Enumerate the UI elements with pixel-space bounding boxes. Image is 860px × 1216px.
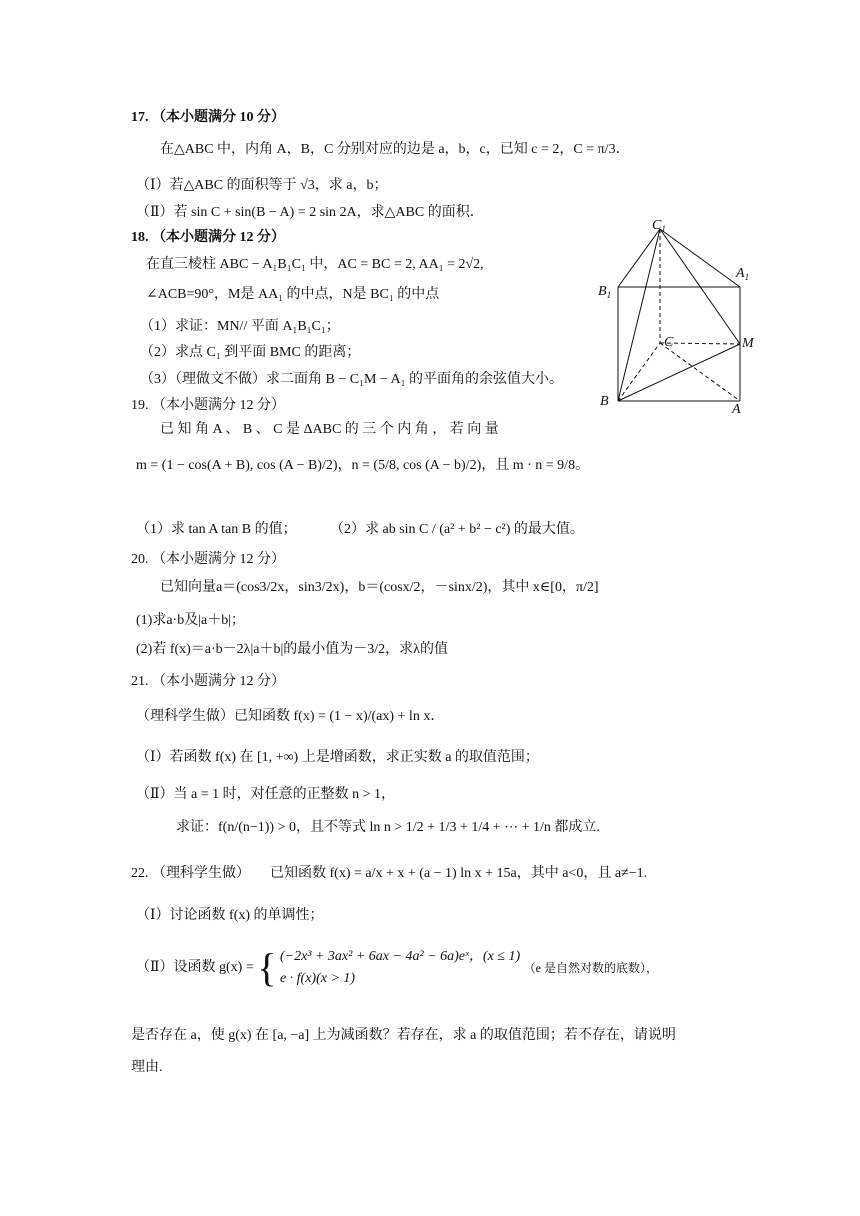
piecewise-cases (280, 946, 520, 990)
q19-stem-2: m = (1 − cos(A + B), cos (A − B)/2)，n = (5/8, cos (A − b)/2)，且 m · n = 9/8。 (136, 458, 590, 473)
q18-part2: （2）求点 C₁ 到平面 BMC 的距离； (140, 345, 361, 360)
q21-header: 21. （本小题满分 12 分） (131, 674, 285, 689)
label-B1: $B_1$ (598, 284, 612, 300)
q22-header: 22. （理科学生做） (131, 866, 250, 881)
q17-header: 17. （本小题满分 10 分） (131, 110, 285, 125)
label-C: C (664, 335, 674, 350)
q18-part1: （1）求证：MN// 平面 A₁B₁C₁； (140, 319, 340, 334)
q19-stem-1: 已 知 角 A 、 B 、 C 是 ΔABC 的 三 个 内 角 ， 若 向 量 (160, 422, 499, 437)
q22-part2-note: （e 是自然对数的底数）， (523, 961, 658, 975)
prism-figure (590, 215, 770, 420)
q19-part2: （2）求 ab sin C / (a² + b² − c²) 的最大值。 (330, 522, 584, 537)
left-brace: { (257, 945, 277, 990)
q20-header: 20. （本小题满分 12 分） (131, 552, 285, 567)
label-C1: $C_1$ (652, 218, 666, 234)
q19-header: 19. （本小题满分 12 分） (131, 398, 285, 413)
q20-part2: (2)若 f(x)＝a·b－2λ|a＋b|的最小值为－3/2，求λ的值 (136, 642, 448, 657)
label-M: M (742, 336, 754, 351)
q22-part2-block (136, 946, 658, 992)
q22-question-1: 是否存在 a，使 g(x) 在 [a, −a] 上为减函数？若存在，求 a 的取值范围；若不存在，请说明 (131, 1028, 676, 1043)
q19-part1: （1）求 tan A tan B 的值； (136, 522, 297, 537)
q22-part1: （Ⅰ）讨论函数 f(x) 的单调性； (136, 908, 324, 923)
q21-part2: （Ⅱ）当 a = 1 时，对任意的正整数 n > 1， (136, 787, 396, 802)
piecewise-case-2: e · f(x)(x > 1) (279, 971, 356, 986)
q22-stem: 已知函数 f(x) = a/x + x + (a − 1) ln x + 15a，其中 a<0，且 a≠−1. (270, 866, 648, 881)
q21-part1: （Ⅰ）若函数 f(x) 在 [1, +∞) 上是增函数，求正实数 a 的取值范围； (136, 750, 539, 765)
piecewise-case-1: (−2x³ + 3ax² + 6ax − 4a² − 6a)eˣ，(x ≤ 1) (279, 949, 521, 964)
q20-part1: (1)求a·b及|a＋b|； (136, 613, 246, 628)
label-A1: $A_1$ (736, 266, 750, 282)
q17-part1: （Ⅰ）若△ABC 的面积等于 √3，求 a，b； (136, 178, 388, 193)
q18-header: 18. （本小题满分 12 分） (131, 230, 285, 245)
q18-part3: （3）（理做文不做）求二面角 B − C₁M − A₁ 的平面角的余弦值大小。 (140, 372, 564, 387)
label-A: A (732, 402, 741, 417)
q20-stem: 已知向量a＝(cos3/2x，sin3/2x)，b＝(cosx/2，－sinx/2)，其中 x∈[0，π/2] (160, 580, 599, 595)
q17-part2: （Ⅱ）若 sin C + sin(B − A) = 2 sin 2A，求△ABC 的面积． (136, 205, 484, 220)
q21-part3: 求证：f(n/(n−1)) > 0，且不等式 ln n > 1/2 + 1/3 + 1/4 + ⋯ + 1/n 都成立. (176, 820, 600, 835)
label-B: B (600, 394, 609, 409)
q22-part2-lead: （Ⅱ）设函数 g(x) = (136, 960, 254, 975)
q21-stem: （理科学生做）已知函数 f(x) = (1 − x)/(ax) + ln x． (136, 709, 445, 724)
q17-stem: 在△ABC 中，内角 A，B，C 分别对应的边是 a，b，c，已知 c = 2，C = π/3． (160, 142, 630, 157)
q18-stem-2: ∠ACB=90°，M是 AA₁ 的中点，N是 BC₁ 的中点 (146, 287, 440, 302)
q18-stem-1: 在直三棱柱 ABC − A₁B₁C₁ 中，AC = BC = 2, AA₁ = 2√2, (146, 257, 484, 272)
q22-question-2: 理由. (131, 1060, 163, 1075)
